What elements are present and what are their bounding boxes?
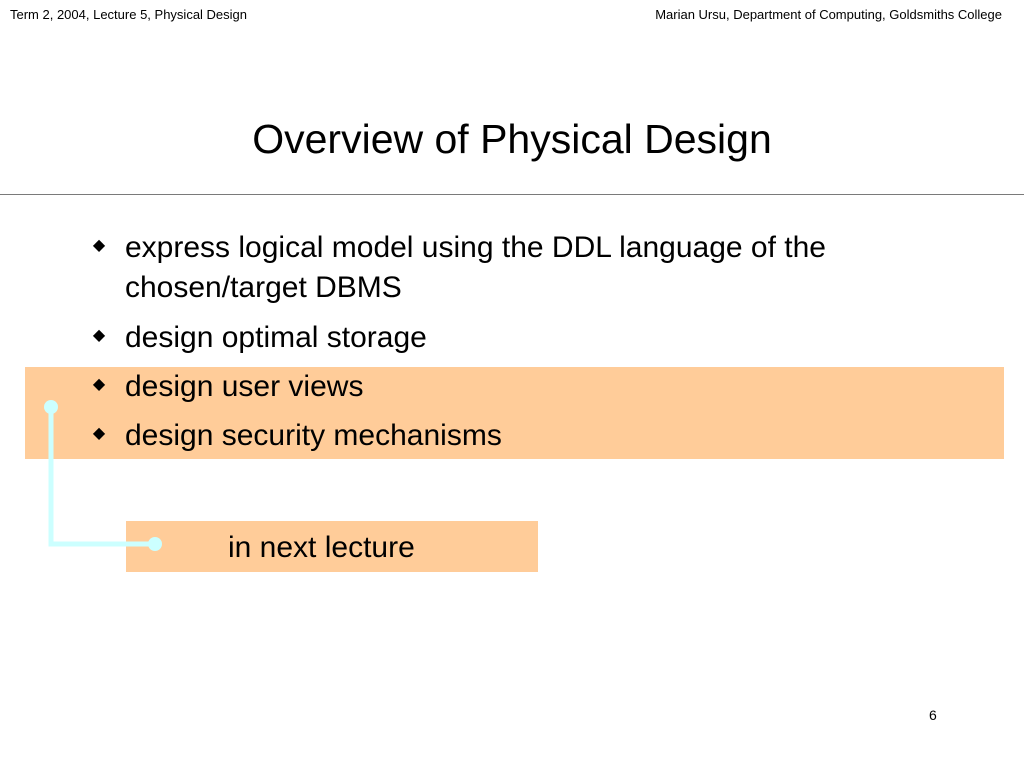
- header-right-text: Marian Ursu, Department of Computing, Goldsmiths College: [655, 7, 1002, 22]
- diamond-bullet-icon: ◆: [92, 327, 106, 344]
- bullet-text: design optimal storage: [125, 321, 427, 354]
- title-divider: [0, 194, 1024, 195]
- diamond-bullet-icon: ◆: [92, 237, 106, 254]
- bullet-text: design security mechanisms: [125, 419, 502, 452]
- page-number: 6: [929, 707, 937, 723]
- header-left-text: Term 2, 2004, Lecture 5, Physical Design: [10, 7, 248, 22]
- note-text: in next lecture: [228, 531, 415, 564]
- diamond-bullet-icon: ◆: [92, 425, 106, 442]
- slide-title: Overview of Physical Design: [252, 116, 772, 162]
- diamond-bullet-icon: ◆: [92, 376, 106, 393]
- bullet-text: express logical model using the DDL language of the chosen/target DBMS: [125, 231, 826, 304]
- bullet-text: design user views: [125, 370, 364, 403]
